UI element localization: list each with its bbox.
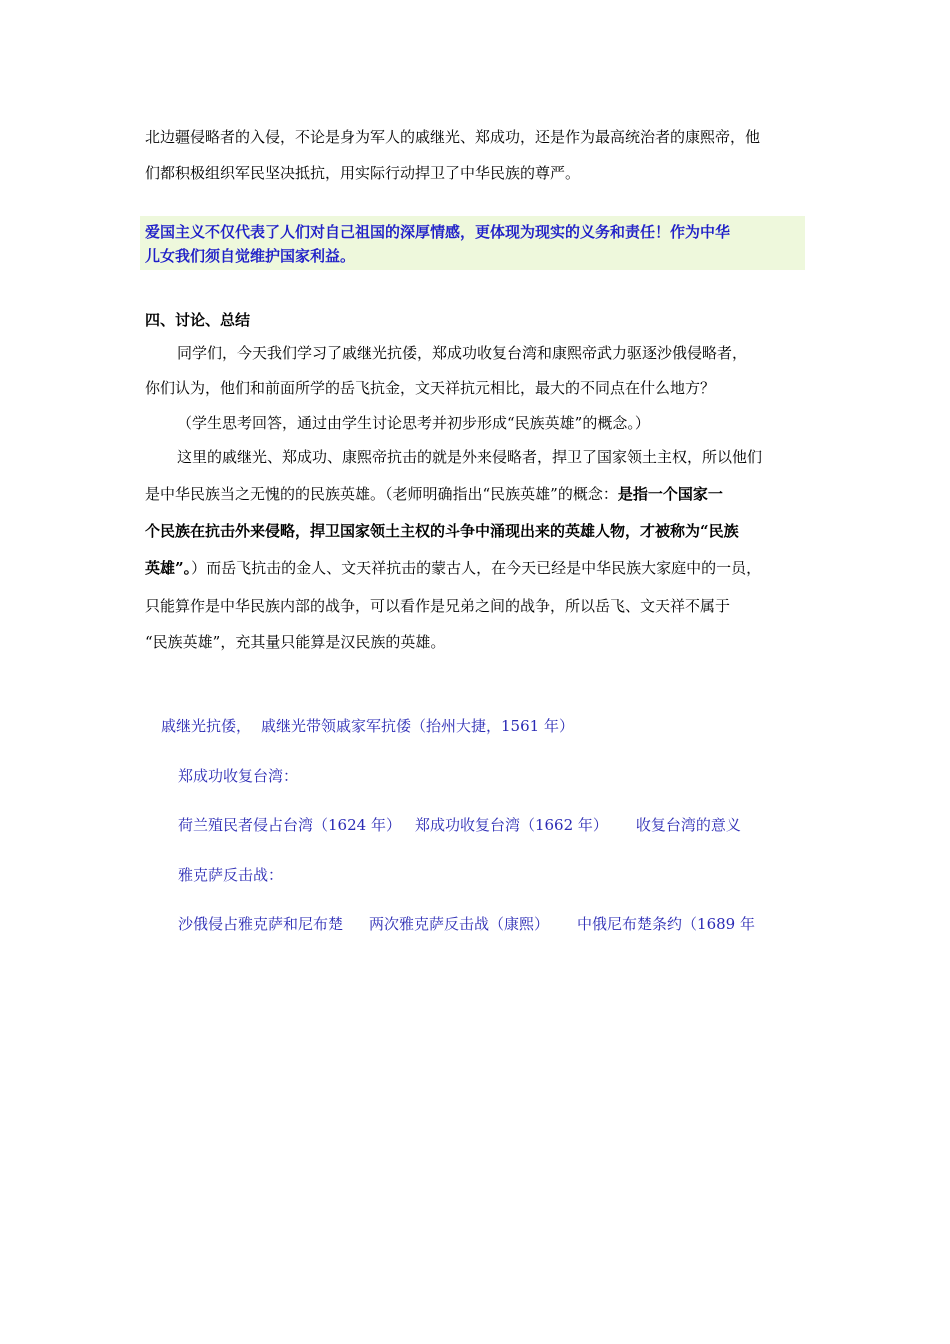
outline-row-taiwan bbox=[178, 815, 741, 835]
discussion-p3-line-6: “民族英雄”，充其量只能算是汉民族的英雄。 bbox=[145, 633, 446, 651]
section-heading: 四、讨论、总结 bbox=[145, 311, 251, 329]
discussion-p3-line-4 bbox=[145, 558, 761, 578]
p3-line-4-normal: ）而岳飞抗击的金人、文天祥抗击的蒙古人，在今天已经是中华民族大家庭中的一员， bbox=[191, 559, 762, 577]
p3-line-4-bold: 英雄”。 bbox=[145, 559, 192, 577]
discussion-p3-line-5: 只能算作是中华民族内部的战争，可以看作是兄弟之间的战争，所以岳飞、文天祥不属于 bbox=[145, 597, 731, 615]
outline-row-zhengchenggong: 郑成功收复台湾： bbox=[178, 767, 299, 785]
discussion-p1-line-1: 同学们，今天我们学习了戚继光抗倭，郑成功收复台湾和康熙帝武力驱逐沙俄侵略者， bbox=[177, 344, 748, 362]
outline-russia-invasion: 沙俄侵占雅克萨和尼布楚 bbox=[178, 915, 344, 933]
discussion-p3-line-2 bbox=[145, 484, 723, 504]
discussion-p1-line-2: 你们认为，他们和前面所学的岳飞抗金，文天祥抗元相比，最大的不同点在什么地方？ bbox=[145, 379, 716, 397]
outline-row-yakesa: 雅克萨反击战： bbox=[178, 866, 284, 884]
outline-qijiguang-title: 戚继光抗倭， bbox=[161, 717, 252, 735]
outline-row-qijiguang bbox=[161, 716, 574, 736]
highlight-line-2: 儿女我们须自觉维护国家利益。 bbox=[145, 247, 356, 265]
outline-qijiguang-detail: 戚继光带领戚家军抗倭（抬州大捷，1561 年） bbox=[261, 717, 574, 735]
intro-line-1: 北边疆侵略者的入侵，不论是身为军人的戚继光、郑成功，还是作为最高统治者的康熙帝，他 bbox=[145, 128, 761, 146]
outline-taiwan-significance: 收复台湾的意义 bbox=[635, 816, 741, 834]
outline-russia-treaty: 中俄尼布楚条约（1689 年 bbox=[577, 915, 755, 933]
outline-row-russia bbox=[178, 914, 755, 934]
p3-line-2-bold: 是指一个国家一 bbox=[617, 485, 723, 503]
discussion-p3-line-1: 这里的戚继光、郑成功、康熙帝抗击的就是外来侵略者，捍卫了国家领土主权，所以他们 bbox=[177, 448, 763, 466]
highlight-line-1: 爱国主义不仅代表了人们对自己祖国的深厚情感，更体现为现实的义务和责任！作为中华 bbox=[145, 223, 731, 241]
outline-taiwan-recovery: 郑成功收复台湾（1662 年） bbox=[414, 816, 608, 834]
outline-russia-battles: 两次雅克萨反击战（康熙） bbox=[369, 915, 550, 933]
p3-line-2-normal: 是中华民族当之无愧的的民族英雄。（老师明确指出“民族英雄”的概念： bbox=[145, 485, 618, 503]
outline-taiwan-dutch: 荷兰殖民者侵占台湾（1624 年） bbox=[178, 816, 401, 834]
discussion-p3-line-3: 个民族在抗击外来侵略，捍卫国家领土主权的斗争中涌现出来的英雄人物，才被称为“民族 bbox=[145, 522, 739, 540]
intro-line-2: 们都积极组织军民坚决抵抗，用实际行动捍卫了中华民族的尊严。 bbox=[145, 164, 581, 182]
discussion-note: （学生思考回答，通过由学生讨论思考并初步形成“民族英雄”的概念。） bbox=[177, 414, 650, 432]
